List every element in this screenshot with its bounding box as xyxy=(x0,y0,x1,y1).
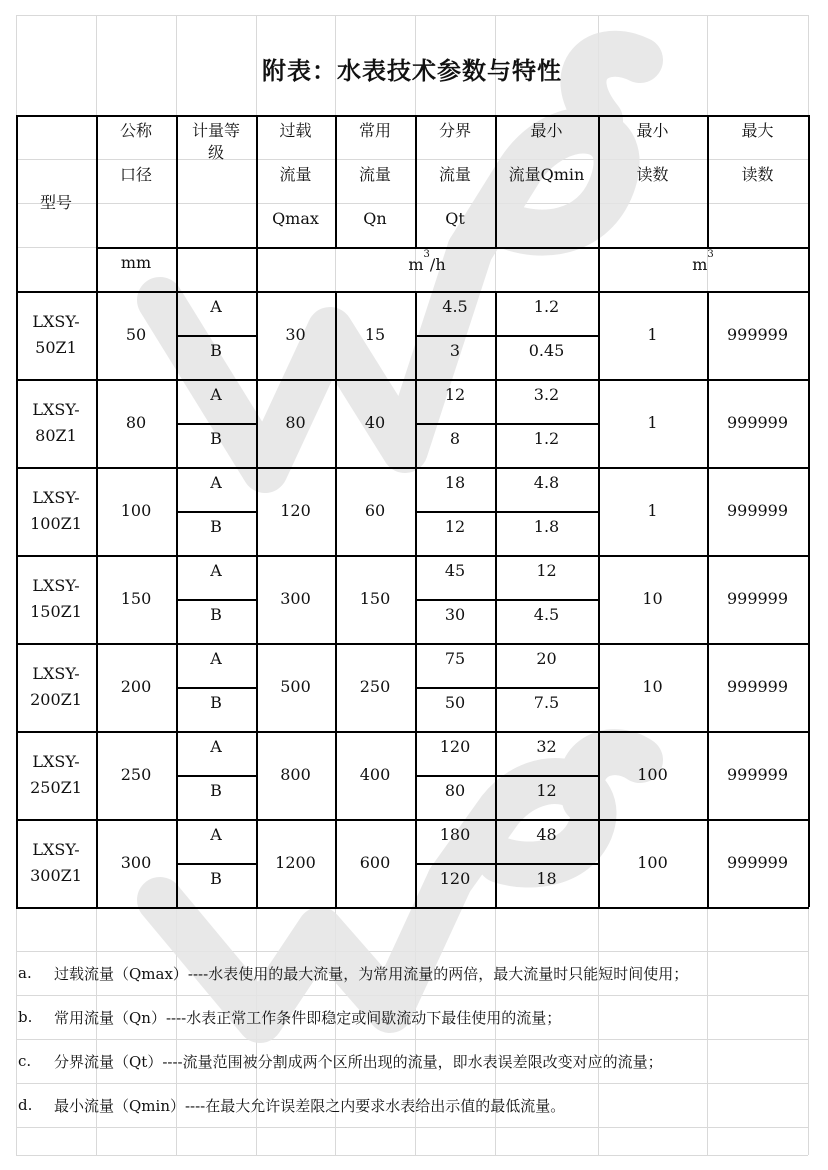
qmin-a-cell: 48 xyxy=(536,825,557,844)
grade-b-cell: B xyxy=(210,869,222,888)
header-qt-3: Qt xyxy=(445,209,465,228)
qmin-a-cell: 4.8 xyxy=(533,473,560,492)
model-cell-line-2: 250Z1 xyxy=(30,778,82,797)
note-item xyxy=(16,995,808,1039)
min-reading-cell: 10 xyxy=(642,589,663,608)
column-border-header xyxy=(415,115,417,247)
header-min-1: 最小 xyxy=(636,121,669,140)
header-unit-reading-base: m xyxy=(692,255,708,274)
grade-a-cell: A xyxy=(210,473,222,492)
column-border xyxy=(16,115,18,907)
header-qmax-2: 流量 xyxy=(279,165,312,184)
flow-split-line xyxy=(415,599,598,601)
column-border-header xyxy=(707,115,709,247)
header-unit-mm: mm xyxy=(120,253,152,272)
dn-cell: 150 xyxy=(120,589,152,608)
gridline-horizontal xyxy=(16,1127,808,1128)
min-reading-cell: 100 xyxy=(637,765,668,784)
header-qmin-1: 最小 xyxy=(530,121,563,140)
note-text: 分界流量（Qt）----流量范围被分割成两个区所出现的流量，即水表误差限改变对应的流量； xyxy=(54,1052,663,1071)
max-reading-cell: 999999 xyxy=(726,853,789,872)
note-item xyxy=(16,1083,808,1127)
min-reading-cell: 1 xyxy=(647,501,658,520)
min-reading-cell: 10 xyxy=(642,677,663,696)
qmin-a-cell: 20 xyxy=(536,649,557,668)
grade-split-line xyxy=(176,687,256,689)
header-qmin-2: 流量Qmin xyxy=(508,165,585,184)
max-reading-cell: 999999 xyxy=(726,413,789,432)
qmin-b-cell: 7.5 xyxy=(533,693,560,712)
model-cell xyxy=(16,819,96,907)
qt-b-cell: 80 xyxy=(444,781,466,800)
qmax-cell: 300 xyxy=(280,589,311,608)
model-cell xyxy=(16,555,96,643)
table-top-border xyxy=(16,115,809,117)
qmax-cell: 80 xyxy=(285,413,306,432)
header-qt-1: 分界 xyxy=(438,121,471,140)
qn-cell: 400 xyxy=(359,765,391,784)
grade-a-cell: A xyxy=(210,649,222,668)
dn-cell: 100 xyxy=(120,501,152,520)
grade-split-line xyxy=(176,335,256,337)
header-bottom-border xyxy=(16,291,809,293)
column-border xyxy=(808,115,810,907)
qmax-cell: 30 xyxy=(285,325,306,344)
qmax-cell: 120 xyxy=(280,501,311,520)
flow-split-line xyxy=(415,687,598,689)
header-max-1: 最大 xyxy=(741,121,774,140)
qn-cell: 150 xyxy=(359,589,391,608)
qmin-b-cell: 0.45 xyxy=(528,341,565,360)
header-unit-flow: m 3 /h xyxy=(408,249,446,274)
qt-b-cell: 30 xyxy=(444,605,466,624)
grade-b-cell: B xyxy=(210,781,222,800)
model-cell-line-2: 300Z1 xyxy=(30,866,82,885)
model-cell-line-1: LXSY- xyxy=(32,752,80,771)
qmax-cell: 500 xyxy=(280,677,311,696)
column-border-header xyxy=(335,115,337,247)
header-dn-1: 公称 xyxy=(119,121,152,140)
qt-b-cell: 12 xyxy=(444,517,466,536)
max-reading-cell: 999999 xyxy=(726,765,789,784)
column-border xyxy=(96,115,98,907)
header-grade-1: 计量等 xyxy=(191,121,240,140)
model-cell xyxy=(16,731,96,819)
qmin-a-cell: 3.2 xyxy=(533,385,560,404)
column-border-body xyxy=(495,291,497,907)
grade-a-cell: A xyxy=(210,825,222,844)
grade-split-line xyxy=(176,863,256,865)
dn-cell: 300 xyxy=(120,853,152,872)
column-border-body xyxy=(335,291,337,907)
model-cell-line-1: LXSY- xyxy=(32,488,80,507)
grade-split-line xyxy=(176,775,256,777)
grade-split-line xyxy=(176,423,256,425)
min-reading-cell: 1 xyxy=(647,325,658,344)
min-reading-cell: 1 xyxy=(647,413,658,432)
flow-split-line xyxy=(415,775,598,777)
header-unit-top-border xyxy=(96,247,809,249)
min-reading-cell: 100 xyxy=(637,853,668,872)
max-reading-cell: 999999 xyxy=(726,677,789,696)
gridline-horizontal xyxy=(16,15,808,16)
qmax-cell: 800 xyxy=(280,765,311,784)
note-marker: b. xyxy=(18,1008,33,1026)
header-qn-3: Qn xyxy=(363,209,387,228)
note-text: 最小流量（Qmin）----在最大允许误差限之内要求水表给出示值的最低流量。 xyxy=(54,1096,566,1115)
grade-b-cell: B xyxy=(210,429,222,448)
note-item xyxy=(16,951,808,995)
model-cell-line-2: 50Z1 xyxy=(35,338,77,357)
flow-split-line xyxy=(415,335,598,337)
qmin-b-cell: 12 xyxy=(536,781,557,800)
grade-b-cell: B xyxy=(210,693,222,712)
model-cell-line-1: LXSY- xyxy=(32,664,80,683)
column-border-header xyxy=(495,115,497,247)
grade-a-cell: A xyxy=(210,385,222,404)
model-cell-line-1: LXSY- xyxy=(32,312,80,331)
grade-b-cell: B xyxy=(210,605,222,624)
model-cell-line-1: LXSY- xyxy=(32,400,80,419)
gridline-horizontal xyxy=(16,1155,808,1156)
flow-split-line xyxy=(415,511,598,513)
grade-b-cell: B xyxy=(210,341,222,360)
flow-split-line xyxy=(415,423,598,425)
column-border xyxy=(176,115,178,907)
qt-a-cell: 12 xyxy=(444,385,466,404)
header-qn-2: 流量 xyxy=(358,165,391,184)
qmin-b-cell: 4.5 xyxy=(533,605,560,624)
model-cell xyxy=(16,291,96,379)
page-title: 附表：水表技术参数与特性 xyxy=(262,56,562,85)
model-cell-line-2: 150Z1 xyxy=(30,602,82,621)
header-qt-2: 流量 xyxy=(438,165,471,184)
note-marker: d. xyxy=(18,1096,33,1114)
header-qmax-3: Qmax xyxy=(272,209,319,228)
header-min-2: 读数 xyxy=(636,165,669,184)
header-unit-reading: m 3 xyxy=(692,249,714,274)
grade-a-cell: A xyxy=(210,737,222,756)
flow-split-line xyxy=(415,863,598,865)
qmin-a-cell: 12 xyxy=(536,561,557,580)
row-border xyxy=(16,907,809,909)
note-text: 过载流量（Qmax）----水表使用的最大流量，为常用流量的两倍，最大流量时只能短时间使用； xyxy=(54,964,689,983)
qt-b-cell: 3 xyxy=(449,341,461,360)
qmin-b-cell: 18 xyxy=(536,869,557,888)
header-qn-1: 常用 xyxy=(358,121,391,140)
qt-b-cell: 8 xyxy=(449,429,461,448)
model-cell-line-2: 200Z1 xyxy=(30,690,82,709)
note-item xyxy=(16,1039,808,1083)
qn-cell: 40 xyxy=(364,413,386,432)
qt-a-cell: 45 xyxy=(444,561,466,580)
column-border-body xyxy=(415,291,417,907)
qt-b-cell: 120 xyxy=(439,869,471,888)
model-cell xyxy=(16,643,96,731)
qt-a-cell: 18 xyxy=(444,473,466,492)
qt-b-cell: 50 xyxy=(444,693,466,712)
header-unit-flow-tail: /h xyxy=(429,255,446,274)
note-text: 常用流量（Qn）----水表正常工作条件即稳定或间歇流动下最佳使用的流量； xyxy=(54,1008,562,1027)
header-grade-2: 级 xyxy=(207,143,224,162)
qn-cell: 15 xyxy=(364,325,386,344)
grade-b-cell: B xyxy=(210,517,222,536)
qmin-b-cell: 1.8 xyxy=(533,517,560,536)
header-max-2: 读数 xyxy=(741,165,774,184)
header-unit-flow-base: m xyxy=(408,255,424,274)
dn-cell: 50 xyxy=(125,325,147,344)
column-border xyxy=(256,115,258,907)
column-border-body xyxy=(707,291,709,907)
qt-a-cell: 120 xyxy=(439,737,471,756)
model-cell-line-2: 80Z1 xyxy=(35,426,77,445)
grade-a-cell: A xyxy=(210,297,222,316)
grade-a-cell: A xyxy=(210,561,222,580)
note-marker: a. xyxy=(18,964,32,982)
qmin-b-cell: 1.2 xyxy=(533,429,560,448)
note-marker: c. xyxy=(18,1052,32,1070)
header-qmax-1: 过载 xyxy=(279,121,312,140)
qt-a-cell: 4.5 xyxy=(442,297,468,316)
model-cell xyxy=(16,467,96,555)
dn-cell: 80 xyxy=(125,413,147,432)
max-reading-cell: 999999 xyxy=(726,501,789,520)
model-cell-line-1: LXSY- xyxy=(32,576,80,595)
qmin-a-cell: 1.2 xyxy=(533,297,560,316)
model-cell-line-2: 100Z1 xyxy=(30,514,82,533)
header-model: 型号 xyxy=(39,193,72,212)
qt-a-cell: 180 xyxy=(439,825,471,844)
qn-cell: 60 xyxy=(364,501,386,520)
qmax-cell: 1200 xyxy=(275,853,316,872)
qn-cell: 250 xyxy=(359,677,391,696)
dn-cell: 200 xyxy=(120,677,152,696)
header-dn-2: 口径 xyxy=(119,165,152,184)
max-reading-cell: 999999 xyxy=(726,325,789,344)
dn-cell: 250 xyxy=(120,765,152,784)
grade-split-line xyxy=(176,599,256,601)
max-reading-cell: 999999 xyxy=(726,589,789,608)
qmin-a-cell: 32 xyxy=(536,737,557,756)
grade-split-line xyxy=(176,511,256,513)
model-cell-line-1: LXSY- xyxy=(32,840,80,859)
column-border xyxy=(598,115,600,907)
model-cell xyxy=(16,379,96,467)
qn-cell: 600 xyxy=(359,853,391,872)
qt-a-cell: 75 xyxy=(444,649,466,668)
